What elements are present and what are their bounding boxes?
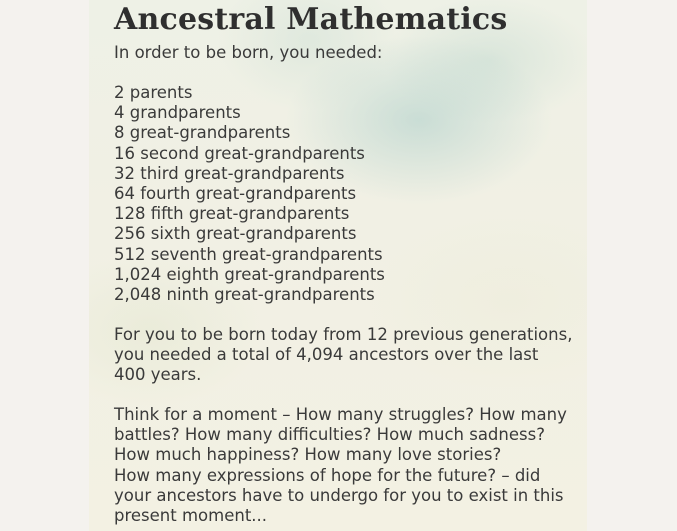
list-item: 4 grandparents (114, 103, 241, 123)
list-item: 2,048 ninth great-grandparents (114, 285, 375, 305)
reflection-paragraph (114, 405, 574, 526)
watercolor-card (89, 0, 587, 531)
list-item: 512 seventh great-grandparents (114, 244, 383, 264)
list-item: 1,024 eighth great-grandparents (114, 264, 385, 284)
intro-text: In order to be born, you needed: (114, 43, 383, 62)
list-item: 2 parents (114, 83, 193, 102)
list-item: 256 sixth great-grandparents (114, 224, 357, 244)
list-item: 32 third great-grandparents (114, 163, 345, 183)
list-item: 16 second great-grandparents (114, 143, 365, 163)
list-item: 128 fifth great-grandparents (114, 204, 350, 224)
reflection-line: Think for a moment – How many struggles? How many battles? How many difficulties? How much sadness? How much happiness? How many love stories? (114, 405, 567, 465)
list-item: 64 fourth great-grandparents (114, 184, 357, 204)
reflection-line: How many expressions of hope for the future? – did your ancestors have to undergo for you to exist in this present moment... (114, 465, 564, 526)
page-title: Ancestral Mathematics (114, 2, 508, 37)
total-ancestors-paragraph: For you to be born today from 12 previous generations, you needed a total of 4,094 ancestors over the last 400 years. (114, 325, 573, 385)
ancestor-list (114, 83, 385, 305)
list-item: 8 great-grandparents (114, 123, 291, 143)
